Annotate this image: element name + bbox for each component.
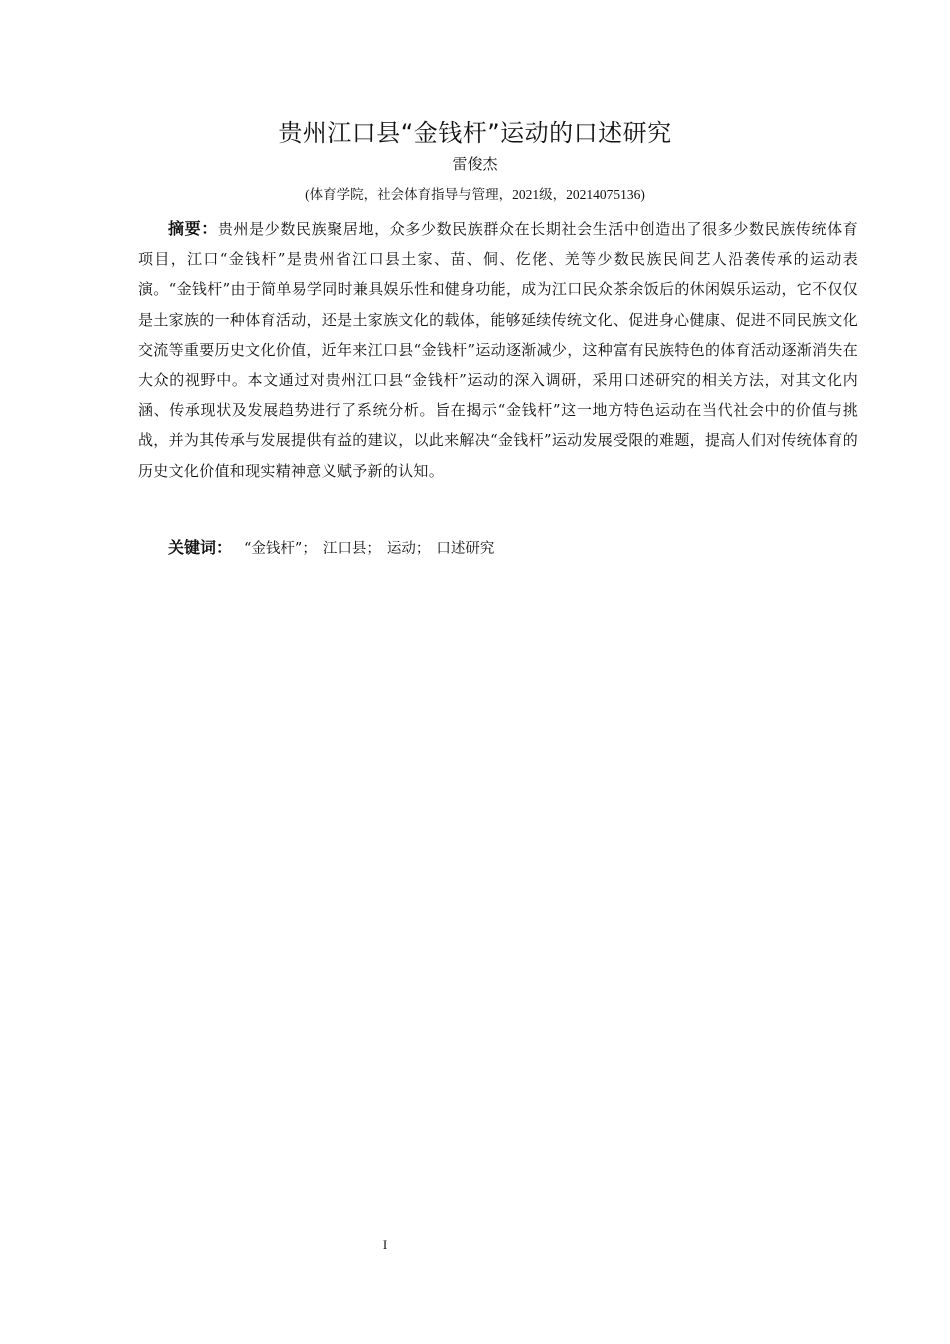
keyword-separator: ； [415, 541, 431, 557]
page-number: I [382, 1237, 388, 1252]
keyword-item: 运动 [386, 541, 416, 557]
keyword-item: 江口县 [322, 541, 367, 557]
keyword-separator: ； [366, 541, 381, 557]
paper-title: 贵州江口县“金钱杆”运动的口述研究 [278, 119, 672, 147]
abstract-label: 摘要： [168, 219, 218, 238]
keyword-separator: ； [302, 541, 317, 557]
keyword-item: 口述研究 [436, 541, 495, 557]
keywords-label: 关键词： [168, 538, 233, 557]
abstract-text: 贵州是少数民族聚居地，众多少数民族群众在长期社会生活中创造出了很多少数民族传统体育项目，江口“金钱杆”是贵州省江口县土家、苗、侗、仡佬、羌等少数民族民间艺人沿袭传承的运动表演。“金钱杆”由于简单易学同时兼具娱乐性和健身功能，成为江口民众茶余饭后的休闲娱乐运动，它不仅仅是土家族的一种体育活动，还是土家族文化的载体，能够延续传统文化、促进身心健康、促进不同民族文化交流等重要历史文化价值，近年来江口县“金钱杆”运动逐渐减少，这种富有民族特色的体育活动逐渐消失在大众的视野中。本文通过对贵州江口县“金钱杆”运动的深入调研，采用口述研究的相关方法，对其文化内涵、传承现状及发展趋势进行了系统分析。旨在揭示“金钱杆”这一地方特色运动在当代社会中的价值与挑战，并为其传承与发展提供有益的建议，以此来解决“金钱杆”运动发展受限的难题，提高人们对传统体育的历史文化价值和现实精神意义赋予新的认知。 [138, 220, 858, 480]
abstract-paragraph [138, 214, 858, 486]
keywords-line [168, 534, 858, 563]
keyword-item: “金钱杆” [244, 541, 303, 557]
author-name: 雷俊杰 [452, 155, 498, 173]
author-affiliation: (体育学院，社会体育指导与管理，2021级，20214075136) [305, 187, 645, 202]
